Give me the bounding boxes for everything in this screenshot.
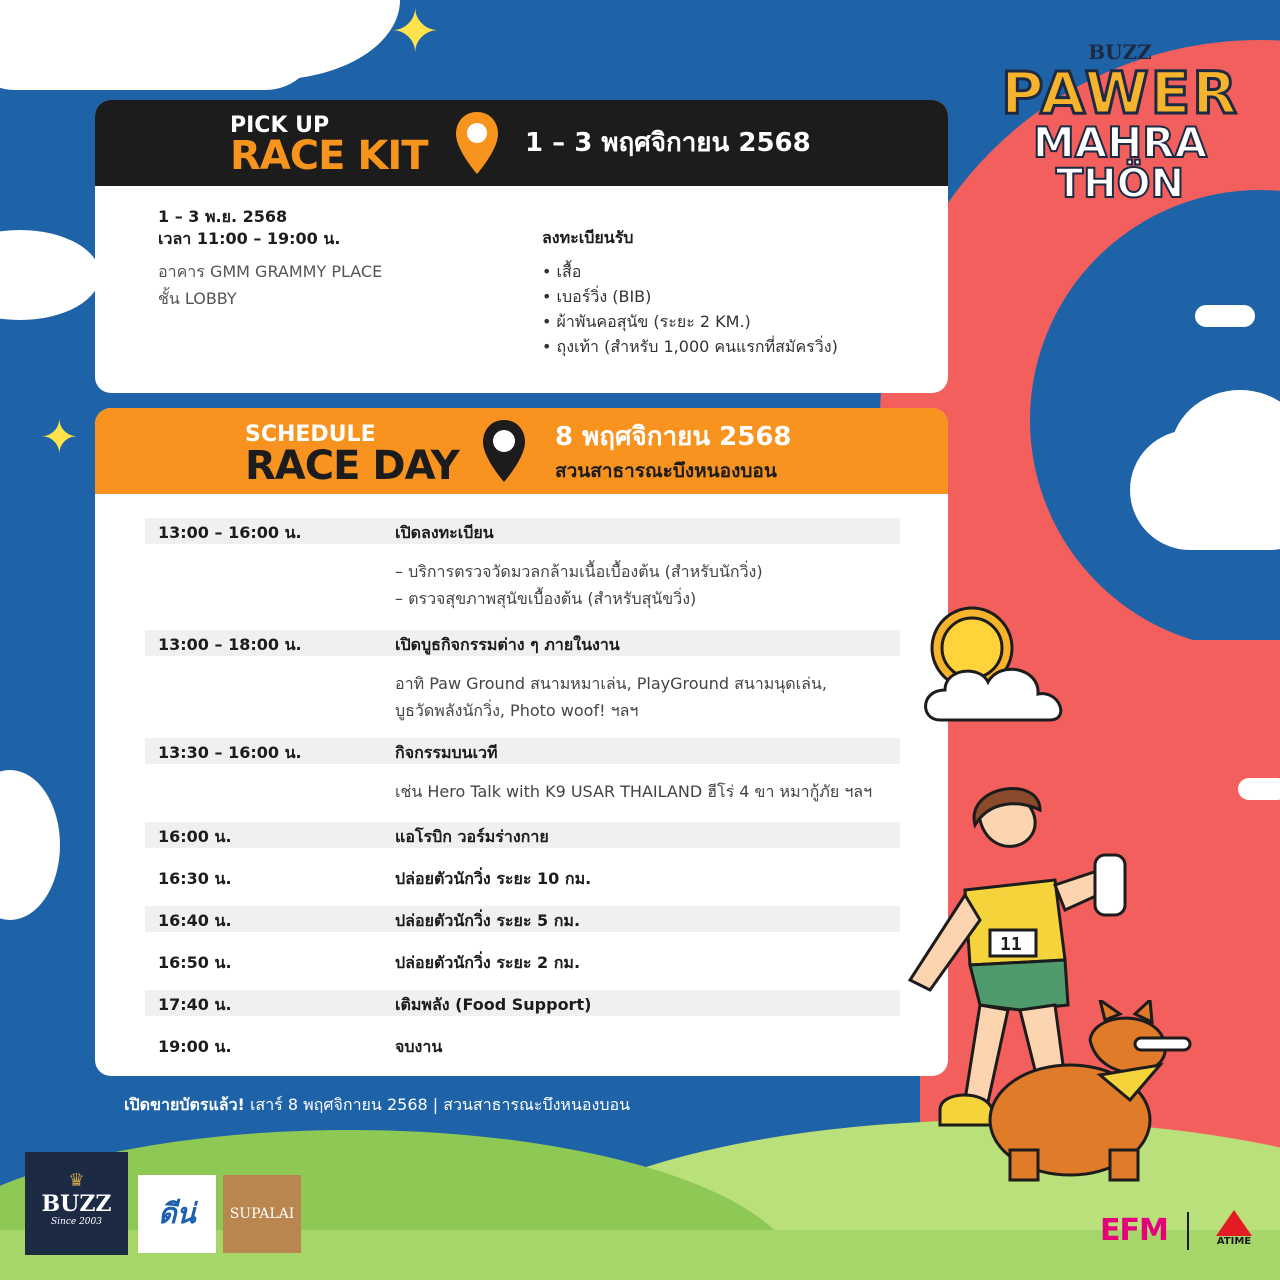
event-logo — [990, 40, 1250, 220]
logo-line3: THÖN — [1055, 161, 1185, 207]
schedule-time: 13:00 – 18:00 น. — [158, 635, 302, 654]
schedule-detail-line: บูธวัดพลังนักวิ่ง, Photo woof! ฯลฯ — [395, 701, 639, 720]
schedule-detail — [145, 656, 900, 738]
schedule-activity: จบงาน — [395, 1037, 443, 1056]
schedule-table — [145, 518, 900, 1058]
location-pin-icon — [453, 110, 501, 176]
race-kit-label-big: RACE KIT — [230, 133, 428, 179]
table-row — [145, 738, 900, 764]
table-row — [145, 948, 900, 974]
cloud-decor — [0, 770, 60, 920]
footer-lead: เปิดขายบัตรแล้ว! — [124, 1095, 245, 1114]
schedule-time: 13:00 – 16:00 น. — [158, 523, 302, 542]
race-day-date: 8 พฤศจิกายน 2568 — [555, 422, 792, 452]
schedule-detail — [145, 544, 900, 630]
sponsor-buzz-name: BUZZ — [41, 1191, 112, 1217]
list-item: • ถุงเท้า (สำหรับ 1,000 คนแรกที่สมัครวิ่ง) — [542, 334, 838, 359]
table-row — [145, 990, 900, 1016]
race-kit-place — [158, 258, 382, 312]
schedule-time: 16:30 น. — [158, 869, 232, 888]
race-kit-place-line2: ชั้น LOBBY — [158, 289, 237, 308]
sponsor-logo-supalai: SUPALAI — [223, 1175, 301, 1253]
schedule-detail — [145, 764, 900, 822]
race-kit-when-where — [158, 206, 382, 312]
schedule-activity: กิจกรรมบนเวที — [395, 743, 498, 762]
schedule-activity: เปิดบูธกิจกรรมต่าง ๆ ภายในงาน — [395, 635, 620, 654]
race-kit-includes-title: ลงทะเบียนรับ — [542, 228, 634, 247]
race-day-card — [95, 408, 948, 1076]
table-row — [145, 822, 900, 848]
crown-icon: ♛ — [68, 1170, 85, 1191]
schedule-time: 16:40 น. — [158, 911, 232, 930]
schedule-activity: ปล่อยตัวนักวิ่ง ระยะ 2 กม. — [395, 953, 581, 972]
schedule-detail-line: – ตรวจสุขภาพสุนัขเบื้องต้น (สำหรับสุนัขวิ่ง) — [395, 589, 697, 608]
table-row — [145, 864, 900, 890]
race-kit-card — [95, 100, 948, 393]
sponsor-buzz-since: Since 2003 — [51, 1217, 102, 1227]
sparkle-icon: ✦ — [40, 410, 79, 464]
media-logo-atime — [1208, 1210, 1260, 1247]
race-kit-label-small: PICK UP — [230, 113, 330, 138]
schedule-activity: ปล่อยตัวนักวิ่ง ระยะ 10 กม. — [395, 869, 592, 888]
race-day-label-small: SCHEDULE — [245, 422, 376, 447]
dog-illustration — [980, 1000, 1210, 1190]
sponsor-logo-dn: ดีน่ — [138, 1175, 216, 1253]
bib-number: 11 — [1000, 934, 1022, 955]
table-row — [145, 518, 900, 544]
cloud-decor — [1195, 305, 1255, 327]
schedule-time: 19:00 น. — [158, 1037, 232, 1056]
race-kit-detail-date: 1 – 3 พ.ย. 2568 — [158, 207, 288, 226]
schedule-activity: เปิดลงทะเบียน — [395, 523, 494, 542]
schedule-time: 17:40 น. — [158, 995, 232, 1014]
race-kit-detail-time: เวลา 11:00 – 19:00 น. — [158, 229, 341, 248]
schedule-detail-line: เช่น Hero Talk with K9 USAR THAILAND ฮีโร่ 4 ขา หมากู้ภัย ฯลฯ — [395, 782, 873, 801]
list-item: • เบอร์วิ่ง (BIB) — [542, 284, 838, 309]
race-kit-includes — [542, 226, 838, 359]
sparkle-icon: ✦ — [390, 0, 441, 67]
list-item: • ผ้าพันคอสุนัข (ระยะ 2 KM.) — [542, 309, 838, 334]
race-kit-includes-list — [542, 259, 838, 359]
schedule-detail-line: อาทิ Paw Ground สนามหมาเล่น, PlayGround สนามนุดเล่น, — [395, 674, 827, 693]
atime-mark-icon — [1216, 1210, 1252, 1236]
cloud-decor — [1238, 778, 1280, 800]
footer-line — [124, 1093, 630, 1118]
race-day-venue: สวนสาธารณะบึงหนองบอน — [555, 460, 777, 482]
schedule-time: 16:00 น. — [158, 827, 232, 846]
schedule-time: 13:30 – 16:00 น. — [158, 743, 302, 762]
table-row — [145, 630, 900, 656]
table-row — [145, 906, 900, 932]
logo-line1: PAWER — [1001, 59, 1239, 127]
location-pin-icon — [481, 418, 527, 484]
cloud-decor — [0, 230, 100, 320]
cloud-decor — [1130, 430, 1280, 550]
logo-line2: MAHRA — [1032, 118, 1208, 167]
race-day-label-big: RACE DAY — [245, 443, 459, 489]
list-item: • เสื้อ — [542, 259, 838, 284]
footer-text: เสาร์ 8 พฤศจิกายน 2568 | สวนสาธารณะบึงหนองบอน — [249, 1095, 631, 1114]
sun-illustration — [910, 590, 1080, 730]
logo-divider — [1187, 1212, 1189, 1250]
schedule-activity: แอโรบิก วอร์มร่างกาย — [395, 827, 549, 846]
media-logo-efm: EFM — [1100, 1213, 1168, 1248]
cloud-decor — [0, 0, 320, 90]
schedule-activity: ปล่อยตัวนักวิ่ง ระยะ 5 กม. — [395, 911, 581, 930]
schedule-activity: เติมพลัง (Food Support) — [395, 995, 592, 1014]
race-kit-place-line1: อาคาร GMM GRAMMY PLACE — [158, 262, 383, 281]
race-kit-header — [95, 100, 948, 186]
race-kit-date: 1 – 3 พฤศจิกายน 2568 — [525, 128, 811, 158]
table-row — [145, 1032, 900, 1058]
race-day-header — [95, 408, 948, 494]
atime-label: ATIME — [1216, 1236, 1252, 1247]
logo-presenter: BUZZ — [1088, 40, 1152, 64]
sponsor-logo-buzz — [25, 1152, 128, 1255]
schedule-time: 16:50 น. — [158, 953, 232, 972]
schedule-detail-line: – บริการตรวจวัดมวลกล้ามเนื้อเบื้องต้น (สำหรับนักวิ่ง) — [395, 562, 763, 581]
